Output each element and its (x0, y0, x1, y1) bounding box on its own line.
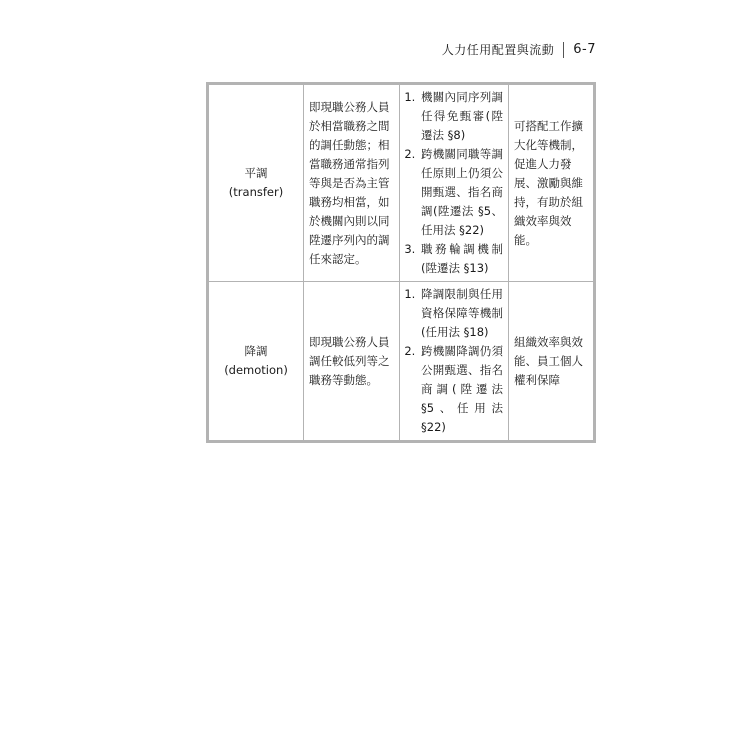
rules-cell (400, 282, 509, 442)
rule-item: 1. 機關內同序列調任得免甄審(陞遷法 §8) (419, 88, 503, 145)
header-divider (563, 42, 564, 58)
type-english: (demotion) (224, 363, 288, 377)
note-cell: 組織效率與效能、員工個人權利保障 (509, 282, 595, 442)
type-cell (208, 282, 304, 442)
comparison-table (206, 82, 596, 443)
chapter-title: 人力任用配置與流動 (441, 43, 555, 57)
rules-list (405, 88, 503, 278)
rule-item: 2. 跨機關降調仍須公開甄選、指名商調(陞遷法 §5、任用法 §22) (419, 342, 503, 437)
definition-cell: 即現職公務人員於相當職務之間的調任動態；相當職務通常指列等與是否為主管職務均相當，如於機關內則以同陞遷序列內的調任來認定。 (304, 84, 400, 282)
definition-cell: 即現職公務人員調任較低列等之職務等動態。 (304, 282, 400, 442)
rules-list (405, 285, 503, 437)
type-cell (208, 84, 304, 282)
rule-item: 2. 跨機關同職等調任原則上仍須公開甄選、指名商調(陞遷法 §5、任用法 §22) (419, 145, 503, 240)
page-number: 6-7 (573, 42, 596, 57)
rules-cell (400, 84, 509, 282)
type-english: (transfer) (228, 185, 284, 199)
type-name: 降調 (244, 344, 268, 358)
note-cell: 可搭配工作擴大化等機制，促進人力發展、激勵與維持，有助於組織效率與效能。 (509, 84, 595, 282)
rule-item: 1. 降調限制與任用資格保障等機制(任用法 §18) (419, 285, 503, 342)
table-row-demotion (208, 282, 595, 442)
type-name: 平調 (244, 166, 268, 180)
running-header (442, 41, 596, 58)
table-row-transfer (208, 84, 595, 282)
rule-item: 3. 職務輪調機制(陞遷法 §13) (419, 240, 503, 278)
